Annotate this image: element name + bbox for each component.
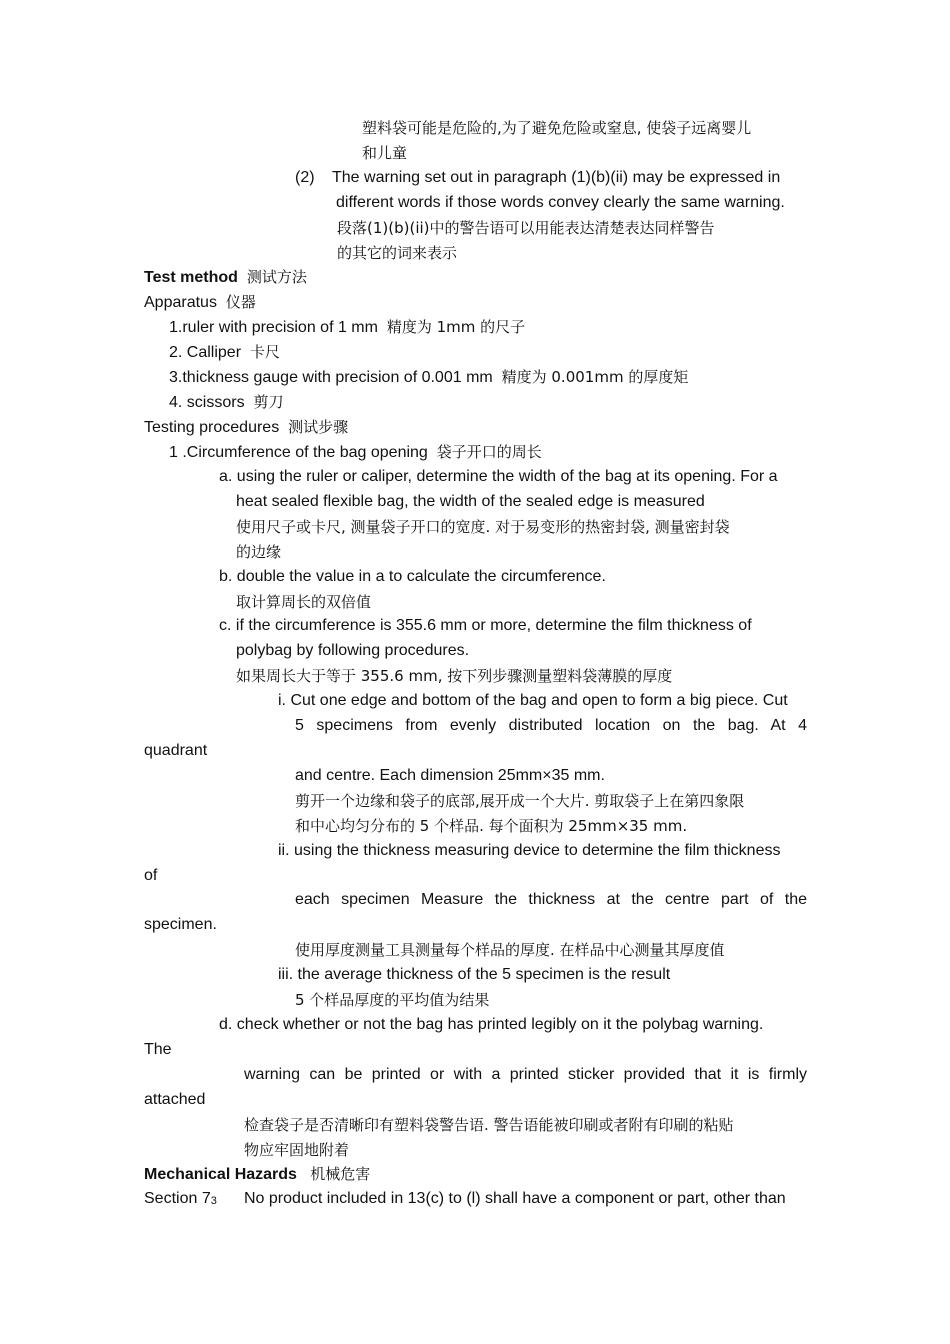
apparatus-title-zh: 仪器 xyxy=(225,293,256,311)
apparatus-item-zh: 剪刀 xyxy=(253,393,284,411)
test-method-heading xyxy=(144,266,307,288)
step-1-heading xyxy=(169,441,542,463)
apparatus-item-en: 4. scissors xyxy=(169,394,245,411)
step-1-en: 1 .Circumference of the bag opening xyxy=(169,444,428,461)
test-method-title: Test method xyxy=(144,269,238,286)
apparatus-heading xyxy=(144,291,256,313)
paragraph-number: (2) xyxy=(295,169,315,186)
apparatus-item-en: 2. Calliper xyxy=(169,344,242,361)
step-a-line-2: heat sealed flexible bag, the width of the sealed edge is measured xyxy=(236,493,705,510)
step-a-zh-1: 使用尺子或卡尺, 测量袋子开口的宽度. 对于易变形的热密封袋, 测量密封袋 xyxy=(236,518,730,536)
step-d-zh-1: 检查袋子是否清晰印有塑料袋警告语. 警告语能被印刷或者附有印刷的粘贴 xyxy=(244,1116,734,1134)
apparatus-item xyxy=(169,366,688,388)
apparatus-item-en: 3.thickness gauge with precision of 0.001 mm xyxy=(169,369,493,386)
section-label xyxy=(144,1188,217,1210)
procedures-title-zh: 测试步骤 xyxy=(288,418,349,436)
step-i-zh-2: 和中心均匀分布的 5 个样品. 每个面积为 25mm×35 mm. xyxy=(295,817,688,835)
mechanical-hazards-heading xyxy=(144,1163,370,1185)
step-c-line-2: polybag by following procedures. xyxy=(236,642,470,659)
section-text: No product included in 13(c) to (l) shall have a component or part, other than xyxy=(244,1190,786,1207)
test-method-title-zh: 测试方法 xyxy=(246,268,307,286)
step-c-zh-1: 如果周长大于等于 355.6 mm, 按下列步骤测量塑料袋薄膜的厚度 xyxy=(236,667,673,685)
step-ii-line-4: specimen. xyxy=(144,916,217,933)
procedures-title: Testing procedures xyxy=(144,419,280,436)
apparatus-item xyxy=(169,391,283,413)
step-a-zh-2: 的边缘 xyxy=(236,543,282,561)
apparatus-item-zh: 精度为 0.001mm 的厚度矩 xyxy=(501,368,689,386)
step-ii-zh-1: 使用厚度测量工具测量每个样品的厚度. 在样品中心测量其厚度值 xyxy=(295,941,725,959)
warning-en-line-1: The warning set out in paragraph (1)(b)(ii) may be expressed in xyxy=(332,169,781,186)
warning-en-line-2: different words if those words convey clearly the same warning. xyxy=(336,194,785,211)
step-i-line-4: and centre. Each dimension 25mm×35 mm. xyxy=(295,767,605,784)
mechanical-hazards-title-zh: 机械危害 xyxy=(310,1165,371,1183)
step-d-line-3: warning can be printed or with a printed sticker provided that it is firmly xyxy=(244,1066,807,1083)
step-b-line-1: b. double the value in a to calculate the circumference. xyxy=(219,568,606,585)
step-a-line-1: a. using the ruler or caliper, determine the width of the bag at its opening. For a xyxy=(219,468,778,485)
procedures-heading xyxy=(144,416,348,438)
step-d-line-1: d. check whether or not the bag has printed legibly on it the polybag warning. xyxy=(219,1016,764,1033)
step-d-line-2: The xyxy=(144,1041,172,1058)
apparatus-item-zh: 卡尺 xyxy=(249,343,280,361)
step-i-line-1: i. Cut one edge and bottom of the bag and open to form a big piece. Cut xyxy=(278,692,788,709)
step-iii-line-1: iii. the average thickness of the 5 specimen is the result xyxy=(278,966,671,983)
step-d-line-4: attached xyxy=(144,1091,206,1108)
step-b-zh-1: 取计算周长的双倍值 xyxy=(236,593,372,611)
step-ii-line-3: each specimen Measure the thickness at the centre part of the xyxy=(295,891,807,908)
warning-zh-line-4: 的其它的词来表示 xyxy=(337,244,458,262)
apparatus-title: Apparatus xyxy=(144,294,217,311)
apparatus-item xyxy=(169,341,280,363)
step-1-zh: 袋子开口的周长 xyxy=(436,443,542,461)
step-c-line-1: c. if the circumference is 355.6 mm or more, determine the film thickness of xyxy=(219,617,752,634)
step-i-zh-1: 剪开一个边缘和袋子的底部,展开成一个大片. 剪取袋子上在第四象限 xyxy=(295,792,745,810)
warning-zh-line-1: 塑料袋可能是危险的,为了避免危险或窒息, 使袋子远离婴儿 xyxy=(362,119,752,137)
step-ii-line-2: of xyxy=(144,867,158,884)
apparatus-item-en: 1.ruler with precision of 1 mm xyxy=(169,319,378,336)
step-iii-zh-1: 5 个样品厚度的平均值为结果 xyxy=(295,991,490,1009)
apparatus-item-zh: 精度为 1mm 的尺子 xyxy=(386,318,526,336)
section-label-sub: 3 xyxy=(210,1195,217,1207)
step-d-zh-2: 物应牢固地附着 xyxy=(244,1141,350,1159)
step-i-line-3: quadrant xyxy=(144,742,208,759)
step-ii-line-1: ii. using the thickness measuring device to determine the film thickness xyxy=(278,842,781,859)
apparatus-item xyxy=(169,316,525,338)
mechanical-hazards-title: Mechanical Hazards xyxy=(144,1166,297,1183)
warning-zh-line-2: 和儿童 xyxy=(362,144,408,162)
step-i-line-2: 5 specimens from evenly distributed location on the bag. At 4 xyxy=(295,717,807,734)
section-label-text: Section 7 xyxy=(144,1190,211,1207)
warning-zh-line-3: 段落(1)(b)(ii)中的警告语可以用能表达清楚表达同样警告 xyxy=(337,219,715,237)
